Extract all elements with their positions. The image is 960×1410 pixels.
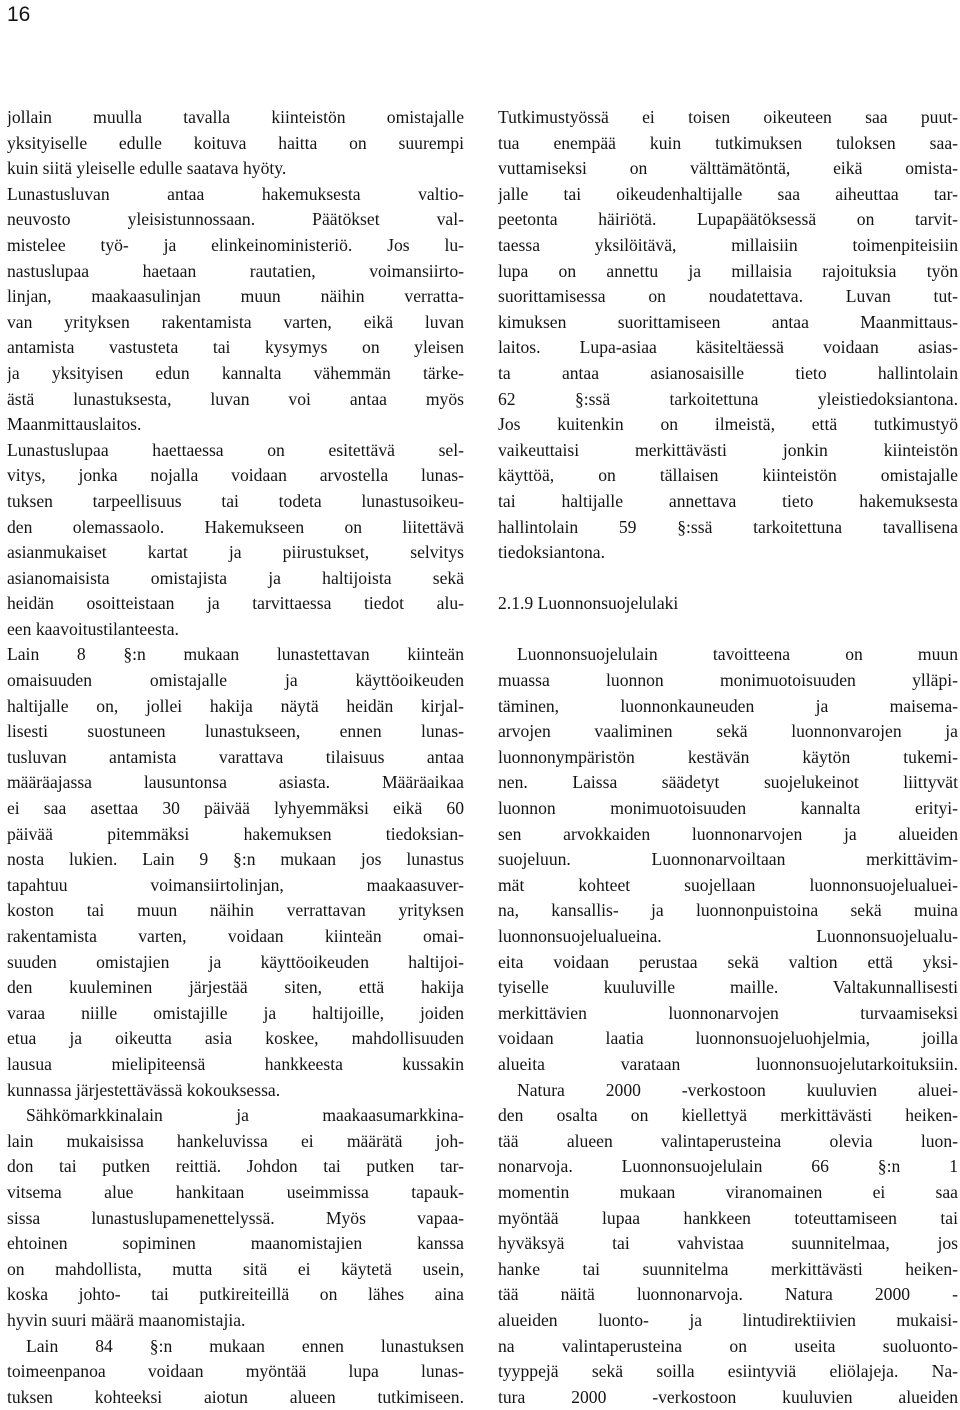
text-line: suojeluun. Luonnonarvoiltaan merkittävim- — [498, 849, 958, 870]
text-line: myöntää lupaa hankkeen toteuttamiseen tai — [498, 1207, 958, 1228]
text-line: voidaan laatia luonnonsuojeluohjelmia, joilla — [498, 1028, 958, 1049]
text-line: tua enempää kuin tutkimuksen tuloksen saa- — [498, 132, 958, 153]
text-line: muassa luonnon monimuotoisuuden ylläpi- — [498, 670, 958, 691]
text-line: mät kohteet suojellaan luonnonsuojelualuei- — [498, 874, 958, 895]
text-line: tää alueen valintaperusteina olevia luon- — [498, 1130, 958, 1151]
text-line: vitys, jonka nojalla voidaan arvostella lunas- — [7, 465, 464, 486]
page-number: 16 — [7, 3, 31, 26]
text-line: on mahdollista, mutta sitä ei käytetä usein, — [7, 1258, 464, 1279]
text-line: vitsema alue hankitaan useimmissa tapauk- — [7, 1181, 464, 1202]
text-line: omaisuuden omistajalle ja käyttöoikeuden — [7, 670, 464, 691]
text-line: van yrityksen rakentamista varten, eikä luvan — [7, 311, 464, 332]
text-line: luonnonsuojelualueina. Luonnonsuojelualu- — [498, 926, 958, 946]
text-line: hyväksyä tai vahvistaa suunnitelmaa, jos — [498, 1233, 958, 1254]
text-line: nosta lukien. Lain 9 §:n mukaan jos lunastus — [7, 849, 464, 870]
text-line: ja yksityisen edun kannalta vähemmän tärke- — [7, 362, 464, 383]
text-line: nen. Laissa säädetyt suojelukeinot liittyvät — [498, 772, 958, 793]
text-line: hyvin suuri määrä maanomistajia. — [7, 1309, 246, 1330]
text-line: mistelee työ- ja elinkeinoministeriö. Jos lu- — [7, 234, 464, 255]
text-line: den kuuleminen järjestää siten, että hakija — [7, 977, 464, 998]
text-line: sen arvokkaiden luonnonarvojen ja alueiden — [498, 823, 958, 844]
blank-line — [498, 617, 958, 643]
text-line: koston tai muun näihin verrattavan yrityksen — [7, 900, 464, 921]
text-line: päivää pitemmäksi hakemuksen tiedoksian- — [7, 823, 464, 844]
text-line: lupa on annettu ja millaisia rajoituksia työn — [498, 260, 958, 281]
text-line: ehtoinen sopiminen maanomistajien kanssa — [7, 1233, 464, 1254]
text-line: vaikeuttaisi merkittävästi jonkin kiinteistön — [498, 439, 958, 460]
text-line: tuksen kohteeksi aiotun alueen tutkimiseen. — [7, 1386, 464, 1407]
text-line: yksityiselle edulle koituva haitta on suurempi — [7, 132, 464, 153]
text-line: alueita varataan luonnonsuojelutarkoituksiin. — [498, 1053, 958, 1074]
text-line: na valintaperusteina on useita suoluonto- — [498, 1335, 958, 1356]
text-line: Lain 8 §:n mukaan lunastettavan kiinteän — [7, 644, 464, 665]
text-line: arvojen vaaliminen sekä luonnonvarojen ja — [498, 721, 958, 742]
text-line: määräajassa lausuntonsa asiasta. Määräaikaa — [7, 772, 464, 793]
text-line: käyttöä, on tällaisen kiinteistön omistajalle — [498, 465, 958, 486]
text-line: Lain 84 §:n mukaan ennen lunastuksen — [26, 1335, 464, 1356]
text-line: jollain muulla tavalla kiinteistön omistajalle — [7, 107, 464, 127]
text-line: eita voidaan perustaa sekä valtion että yksi- — [498, 951, 958, 972]
text-line: alueiden luonto- ja lintudirektiivien mukaisi- — [498, 1309, 958, 1330]
text-line: rakentamista varten, voidaan kiinteän omai- — [7, 926, 464, 946]
text-line: na, kansallis- ja luonnonpuistoina sekä muina — [498, 900, 958, 921]
text-line: kuin siitä yleiselle edulle saatava hyöty. — [7, 158, 287, 179]
text-line: Tutkimustyössä ei toisen oikeuteen saa puut- — [498, 107, 958, 127]
text-line: tura 2000 -verkostoon kuuluvien alueiden — [498, 1386, 958, 1407]
text-line: linjan, maakaasulinjan muun näihin verratta- — [7, 286, 464, 307]
text-line: nonarvoja. Luonnonsuojelulain 66 §:n 1 — [498, 1156, 958, 1177]
text-line: neuvosto yleisistunnossaan. Päätökset val- — [7, 209, 464, 230]
text-line: tapahtuu voimansiirtolinjan, maakaasuver- — [7, 874, 464, 895]
text-line: täminen, luonnonkauneuden ja maisema- — [498, 695, 958, 716]
text-line: luonnonympäristön kestävän käytön tukemi- — [498, 746, 958, 767]
text-line: merkittävien luonnonarvojen turvaamiseksi — [498, 1002, 958, 1023]
text-line: een kaavoitustilanteesta. — [7, 618, 179, 639]
text-line: toimeenpanoa voidaan myöntää lupa lunas- — [7, 1361, 464, 1382]
text-line: Luonnonsuojelulain tavoitteena on muun — [517, 644, 958, 665]
text-line: ei saa asettaa 30 päivää lyhyemmäksi eikä 60 — [7, 798, 464, 819]
text-line: den osalta on kiellettyä merkittävästi heiken- — [498, 1105, 958, 1126]
text-line: etua ja oikeutta asia koskee, mahdollisuuden — [7, 1028, 464, 1049]
text-line: Lunastusluvan antaa hakemuksesta valtio- — [7, 183, 464, 204]
text-line: tusluvan antamista varattava tilaisuus antaa — [7, 746, 464, 767]
text-line: Sähkömarkkinalain ja maakaasumarkkina- — [26, 1105, 464, 1126]
text-line: tai haltijalle annettava tieto hakemuksesta — [498, 490, 958, 511]
text-line: Maanmittauslaitos. — [7, 414, 142, 435]
text-line: lain mukaisissa hankeluvissa ei määrätä joh- — [7, 1130, 464, 1151]
text-line: lausua mielipiteensä hankkeesta kussakin — [7, 1053, 464, 1074]
text-line: Natura 2000 -verkostoon kuuluvien aluei- — [517, 1079, 958, 1100]
text-line: Jos kuitenkin on ilmeistä, että tutkimustyö — [498, 414, 958, 435]
text-line: momentin mukaan viranomainen ei saa — [498, 1181, 958, 1202]
text-line: tää näitä luonnonarvoja. Natura 2000 - — [498, 1284, 958, 1305]
text-line: sissa lunastuslupamenettelyssä. Myös vapaa- — [7, 1207, 464, 1228]
text-line: suorittamisessa on noudatettava. Luvan tut- — [498, 286, 958, 307]
text-line: tiedoksiantona. — [498, 542, 606, 563]
section-heading: 2.1.9 Luonnonsuojelulaki — [498, 593, 679, 614]
left-column — [7, 105, 464, 1410]
text-line: luonnon monimuotoisuuden kannalta erityi- — [498, 798, 958, 819]
text-line: ästä lunastuksesta, luvan voi antaa myös — [7, 388, 464, 409]
text-line: vuttamiseksi on välttämätöntä, eikä omista- — [498, 158, 958, 179]
text-line: suuden omistajien ja käyttöoikeuden haltijoi- — [7, 951, 464, 972]
text-line: asianmukaiset kartat ja piirustukset, selvitys — [7, 542, 464, 563]
text-line: jalle tai oikeudenhaltijalle saa aiheuttaa tar- — [498, 183, 958, 204]
text-line: taessa yksilöitävä, millaisiin toimenpiteisiin — [498, 234, 958, 255]
text-line: varaa niille omistajille ja haltijoille, joiden — [7, 1002, 464, 1023]
text-line: kunnassa järjestettävässä kokouksessa. — [7, 1079, 281, 1100]
text-line: peetonta häiriötä. Lupapäätöksessä on tarvit- — [498, 209, 958, 230]
text-line: 62 §:ssä tarkoitettuna yleistiedoksiantona. — [498, 388, 958, 409]
text-line: lisesti suostuneen lunastukseen, ennen lunas- — [7, 721, 464, 742]
text-line: hanke tai suunnitelma merkittävästi heiken- — [498, 1258, 958, 1279]
text-line: kimuksen suorittamiseen antaa Maanmittaus- — [498, 311, 958, 332]
text-line: heidän osoitteistaan ja tarvittaessa tiedot alu- — [7, 593, 464, 614]
text-line: laitos. Lupa-asiaa käsiteltäessä voidaan asias- — [498, 337, 958, 358]
text-line: hallintolain 59 §:ssä tarkoitettuna tavallisena — [498, 516, 958, 537]
text-line: Lunastuslupaa haettaessa on esitettävä sel- — [7, 439, 464, 460]
text-line: haltijalle on, jollei hakija näytä heidän kirjal- — [7, 695, 464, 716]
text-line: antamista vastusteta tai kysymys on yleisen — [7, 337, 464, 358]
right-column — [498, 105, 958, 1410]
text-line: tuksen tarpeellisuus tai todeta lunastusoikeu- — [7, 490, 464, 511]
text-line: tyiselle kuuluville maille. Valtakunnallisesti — [498, 977, 958, 998]
text-line: den olemassaolo. Hakemukseen on liitettävä — [7, 516, 464, 537]
text-line: don tai putken reittiä. Johdon tai putken tar- — [7, 1156, 464, 1177]
text-line: nastuslupaa haetaan rautatien, voimansiirto- — [7, 260, 464, 281]
text-line: asianomaisista omistajista ja haltijoista sekä — [7, 567, 464, 588]
text-line: koska johto- tai putkireiteillä on lähes aina — [7, 1284, 464, 1305]
blank-line — [498, 566, 958, 592]
text-line: ta antaa asianosaisille tieto hallintolain — [498, 362, 958, 383]
text-line: tyyppejä sekä soilla esiintyviä eliölajeja. Na- — [498, 1361, 958, 1382]
